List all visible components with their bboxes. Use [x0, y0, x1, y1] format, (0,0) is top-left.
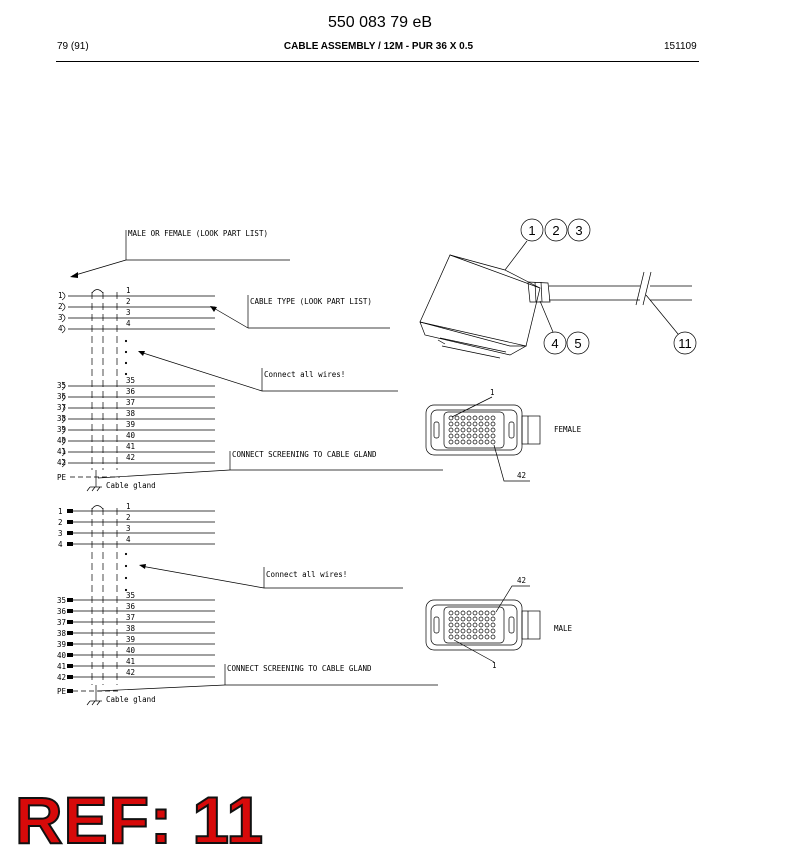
pin-42: 42 — [57, 458, 67, 467]
pin-3: 3 — [58, 313, 63, 322]
male-wire-39: 39 — [126, 635, 136, 644]
connect-screening-label: CONNECT SCREENING TO CABLE GLAND — [232, 450, 377, 459]
male-wire-2: 2 — [126, 513, 131, 522]
callout-11: 11 — [678, 336, 692, 351]
pin-2: 2 — [58, 302, 63, 311]
male-connector-face — [426, 576, 573, 670]
male-wire-3: 3 — [126, 524, 131, 533]
male-female-label: MALE OR FEMALE (LOOK PART LIST) — [128, 229, 268, 238]
male-connect-screening-label: CONNECT SCREENING TO CABLE GLAND — [227, 664, 372, 673]
male-pin-4: 4 — [58, 540, 63, 549]
wire-35: 35 — [126, 376, 136, 385]
male-pin-40: 40 — [57, 651, 67, 660]
reference-number: REF: 11 — [15, 783, 265, 857]
callout-4: 4 — [551, 336, 559, 351]
male-wire-38: 38 — [126, 624, 136, 633]
male-wire-1: 1 — [126, 502, 131, 511]
pin-37: 37 — [57, 403, 67, 412]
wire-2: 2 — [126, 297, 131, 306]
male-pin-grid — [449, 611, 495, 639]
wire-40: 40 — [126, 431, 136, 440]
pin-1: 1 — [58, 291, 63, 300]
male-pin-2: 2 — [58, 518, 63, 527]
callout-3: 3 — [575, 223, 583, 238]
male-wire-36: 36 — [126, 602, 136, 611]
female-pin-first: 1 — [490, 388, 495, 397]
male-pin-1: 1 — [58, 507, 63, 516]
male-wire-42: 42 — [126, 668, 136, 677]
female-label: FEMALE — [554, 425, 582, 434]
wire-41: 41 — [126, 442, 136, 451]
male-wire-4: 4 — [126, 535, 131, 544]
male-cable-gland-label: Cable gland — [106, 695, 156, 704]
document-number: 550 083 79 eB — [327, 14, 433, 31]
wire-4: 4 — [126, 319, 131, 328]
pin-38: 38 — [57, 414, 67, 423]
cable-type-label: CABLE TYPE (LOOK PART LIST) — [250, 297, 372, 306]
female-wires-bottom — [62, 382, 215, 467]
wire-3: 3 — [126, 308, 131, 317]
male-pe-label: PE — [57, 687, 67, 696]
document-date: 151109 — [664, 41, 697, 52]
pin-40: 40 — [57, 436, 67, 445]
female-wiring-schematic — [57, 286, 443, 491]
male-pin-37: 37 — [57, 618, 67, 627]
male-connect-wires-label: Connect all wires! — [266, 570, 348, 579]
callout-bubbles — [505, 219, 696, 354]
male-wiring-schematic — [57, 502, 438, 705]
male-pin-42: 42 — [57, 673, 67, 682]
pin-41: 41 — [57, 447, 67, 456]
male-pin-38: 38 — [57, 629, 67, 638]
female-pin-last: 42 — [517, 471, 527, 480]
page-title: CABLE ASSEMBLY / 12M - PUR 36 X 0.5 — [283, 41, 474, 52]
pin-39: 39 — [57, 425, 67, 434]
male-wire-37: 37 — [126, 613, 136, 622]
male-label: MALE — [554, 624, 573, 633]
male-wire-35: 35 — [126, 591, 136, 600]
wire-42: 42 — [126, 453, 136, 462]
male-pin-3: 3 — [58, 529, 63, 538]
male-pin-35: 35 — [57, 596, 67, 605]
male-pin-41: 41 — [57, 662, 67, 671]
female-connector-face — [426, 388, 582, 481]
male-pin-36: 36 — [57, 607, 67, 616]
wire-37: 37 — [126, 398, 136, 407]
callout-2: 2 — [552, 223, 560, 238]
pin-36: 36 — [57, 392, 67, 401]
wire-1: 1 — [126, 286, 131, 295]
male-wire-40: 40 — [126, 646, 136, 655]
male-pin-39: 39 — [57, 640, 67, 649]
male-wires-bottom — [67, 598, 215, 679]
continuation-dots — [125, 340, 127, 375]
pe-label: PE — [57, 473, 67, 482]
male-wires-top — [67, 509, 215, 546]
male-pin-first: 1 — [492, 661, 497, 670]
pin-4: 4 — [58, 324, 63, 333]
male-pin-last: 42 — [517, 576, 527, 585]
callout-5: 5 — [574, 336, 582, 351]
female-wires-top — [62, 292, 215, 333]
wire-36: 36 — [126, 387, 136, 396]
wire-39: 39 — [126, 420, 136, 429]
male-female-annotation — [70, 229, 290, 278]
female-pin-grid — [449, 416, 495, 444]
cable-gland-label: Cable gland — [106, 481, 156, 490]
male-continuation-dots — [125, 553, 127, 591]
pin-35: 35 — [57, 381, 67, 390]
callout-1: 1 — [528, 223, 536, 238]
male-wire-41: 41 — [126, 657, 136, 666]
page-number: 79 (91) — [57, 41, 89, 52]
connect-wires-label: Connect all wires! — [264, 370, 346, 379]
wire-38: 38 — [126, 409, 136, 418]
